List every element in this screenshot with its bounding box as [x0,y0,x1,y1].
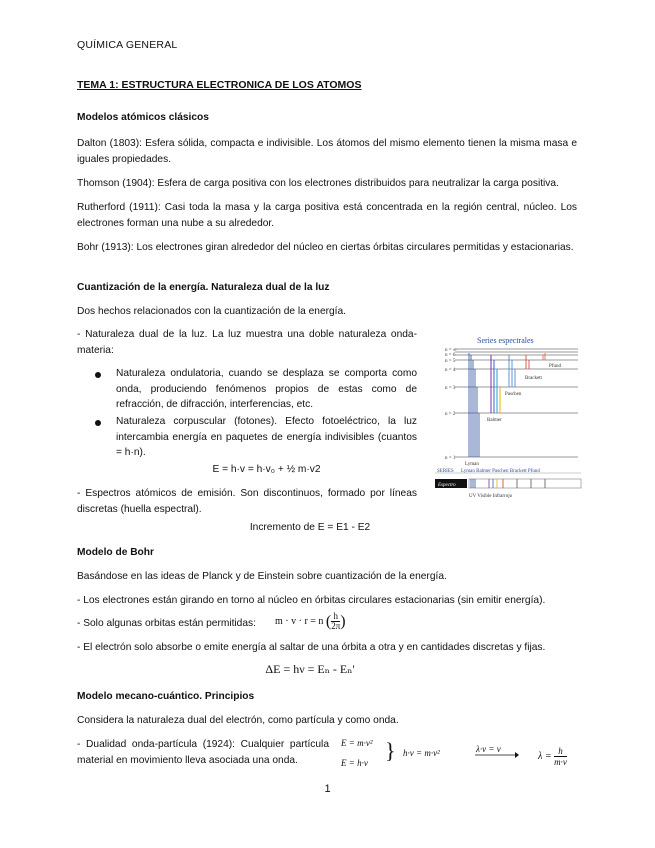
eq-lambda-result: λ = $\frac{h}{m\cdot v}$ [538,746,567,767]
formula-incremento: Incremento de E = E1 - E2 [249,522,371,533]
bullet-ondulatoria: Naturaleza ondulatoria, cuando se desplaza se comporta como onda, produciendo fenómenos propios de estas como de refracción, de difracción, interferencias, etc. [116,368,417,410]
series-label: Balmer [487,418,502,423]
paragraph-solo-orbitas: - Solo algunas orbitas están permitidas: [77,618,256,629]
series-label: Paschen [505,392,522,397]
paragraph-dos-hechos: Dos hechos relacionados con la cuantización de la energía. [77,306,347,317]
chapter-title: TEMA 1: ESTRUCTURA ELECTRONICA DE LOS ATOMOS [77,79,362,91]
formula-orbitas: m · v · r = n ( $\frac{h}{2\pi}$ ) [275,611,346,631]
level-label: n = 5 [445,359,456,364]
level-label: n = 3 [445,386,456,391]
series-label: Lyman [465,462,479,467]
eq-e-hv: E = h·v [341,758,368,768]
lyman-series-lines [469,353,479,457]
region-row: UV Visible Infrarrojo [469,494,513,499]
bullet-corpuscular: Naturaleza corpuscular (fotones). Efecto fotoeléctrico, la luz intercambia energía en paquetes de energía indivisibles (cuantos = h·n). [116,416,417,458]
heading-modelos-clasicos: Modelos atómicos clásicos [77,112,209,123]
series-label: Pfund [549,364,561,369]
heading-bohr: Modelo de Bohr [77,547,154,558]
bullet-marker [95,420,101,426]
paragraph-thomson: Thomson (1904): Esfera de carga positiva con los electrones distribuidos para neutralizar la carga positiva. [77,178,559,189]
paragraph-bohr-clasico: Bohr (1913): Los electrones giran alrededor del núcleo en ciertas órbitas circulares permitidas y estacionarias. [77,242,574,253]
eq-hv-mv2: h·v = m·v² [403,748,440,758]
spectral-series-figure [433,333,583,501]
eq-lambda-v: λ·v = v [476,744,501,754]
figure-title: Series espectrales [477,336,534,345]
formula-fotoelectrico: E = h·v = h·v₀ + ½ m·v2 [212,464,321,475]
paragraph-naturaleza-dual: - Naturaleza dual de la luz. La luz muestra una doble naturaleza onda-materia: [77,329,417,356]
paragraph-dalton: Dalton (1803): Esfera sólida, compacta e indivisible. Los átomos del mismo elemento tienen la misma masa e iguales propiedades. [77,138,577,165]
brace-symbol: } [385,738,396,763]
paragraph-dualidad: - Dualidad onda-partícula (1924): Cualquier partícula material en movimiento lleva asociada una onda. [77,739,329,766]
paragraph-basandose: Basándose en las ideas de Planck y de Einstein sobre cuantización de la energía. [77,571,447,582]
level-label: n = 6 [445,353,456,358]
paragraph-electrones-girando: - Los electrones están girando en torno al núcleo en órbitas circulares estacionarias (sin emitir energía). [77,595,546,606]
series-label: Brackett [525,376,542,381]
level-label: n = 4 [445,368,456,373]
eq-e-mv2: E = m·v² [341,738,373,748]
paragraph-rutherford: Rutherford (1911): Casi toda la masa y la carga positiva está concentrada en la región central, núcleo. Los electrones forman una nube a su alrededor. [77,202,577,229]
level-label: n = 2 [445,412,456,417]
paragraph-espectros: - Espectros atómicos de emisión. Son discontinuos, formado por líneas discretas (huella espectral). [77,488,417,515]
heading-cuantizacion: Cuantización de la energía. Naturaleza dual de la luz [77,282,330,293]
level-label: n = 1 [445,456,456,461]
heading-mecano-cuantico: Modelo mecano-cuántico. Principios [77,691,255,702]
spectrum-label: Espectro [438,483,456,488]
formula-delta-e: ΔE = hν = Eₙ - Eₙ' [265,662,355,676]
arrow-icon [475,752,519,758]
paragraph-absorbe: - El electrón solo absorbe o emite energía al saltar de una órbita a otra y en cantidades discretas y fijas. [77,642,546,653]
pfund-series-lines [543,353,545,360]
page-header: QUÍMICA GENERAL [77,39,178,51]
brackett-series-lines [526,355,529,369]
page-number: 1 [324,783,331,795]
bullet-marker [95,372,101,378]
balmer-series-lines [491,355,500,413]
series-row-label: SERIES [437,469,454,474]
level-label: n = ∞ [445,348,457,353]
paragraph-considera: Considera la naturaleza dual del electrón, como partícula y como onda. [77,715,399,726]
series-row: Lyman Balmer Paschen Brackett Pfund [461,469,540,474]
